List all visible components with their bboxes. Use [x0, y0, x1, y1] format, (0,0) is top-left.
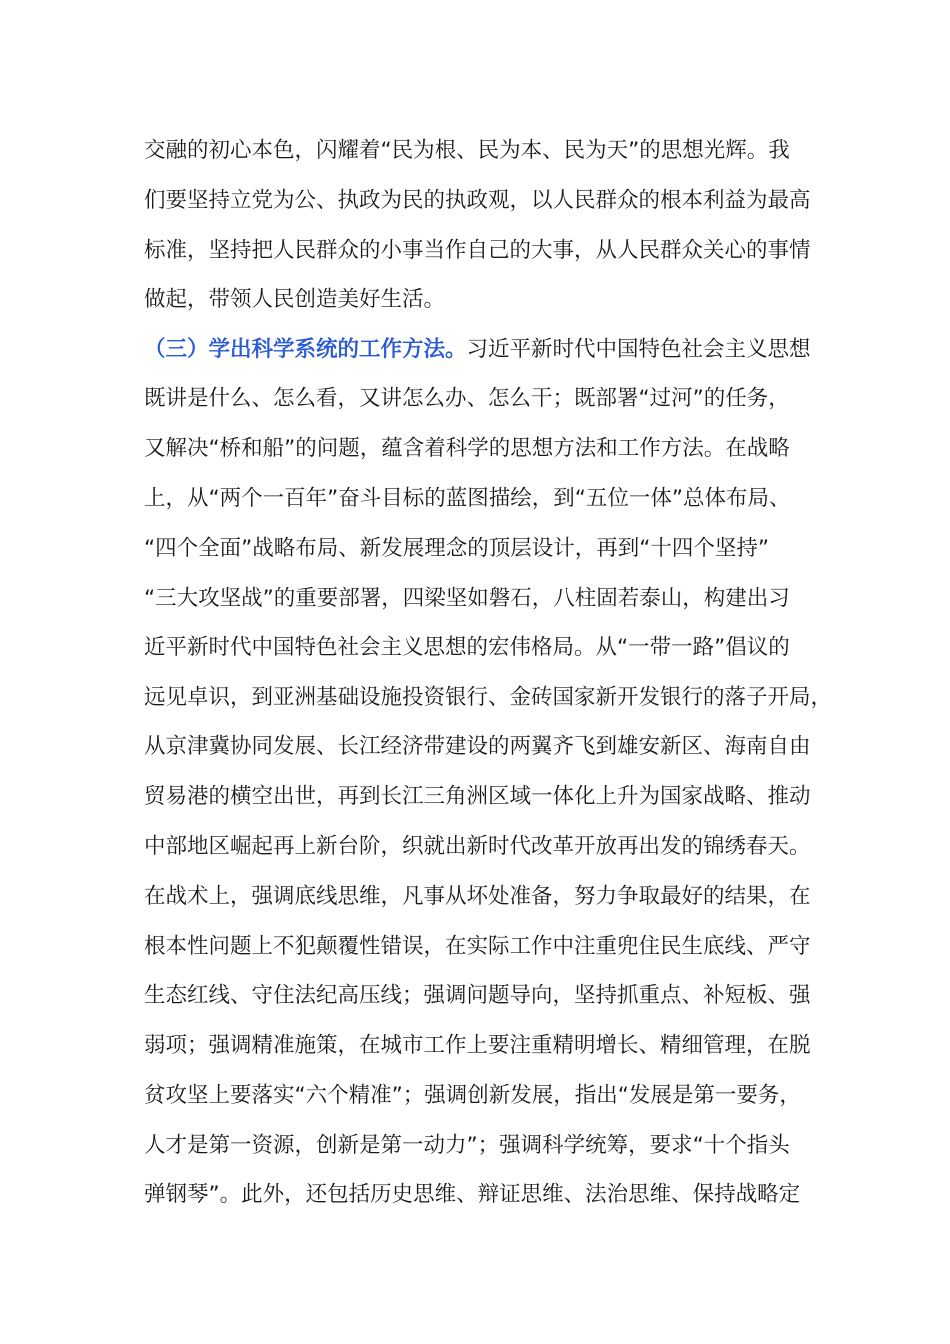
paragraph-line: 弱项；强调精准施策，在城市工作上要注重精明增长、精细管理，在脱	[144, 1033, 811, 1058]
paragraph-line: 上，从“两个一百年”奋斗目标的蓝图描绘，到“五位一体”总体布局、	[144, 486, 791, 511]
paragraph-line: 弹钢琴”。此外，还包括历史思维、辩证思维、法治思维、保持战略定	[144, 1182, 801, 1207]
section-heading-rest: 习近平新时代中国特色社会主义思想	[466, 337, 811, 362]
paragraph-line: 中部地区崛起再上新台阶，织就出新时代改革开放再出发的锦绣春天。	[144, 834, 811, 859]
paragraph-line: 人才是第一资源，创新是第一动力”；强调科学统筹，要求“十个指头	[144, 1133, 790, 1158]
section-heading: （三）学出科学系统的工作方法。	[144, 337, 467, 362]
paragraph-line: 交融的初心本色，闪耀着“民为根、民为本、民为天”的思想光辉。我	[144, 138, 790, 163]
paragraph-line: 生态红线、守住法纪高压线；强调问题导向，坚持抓重点、补短板、强	[144, 983, 811, 1008]
paragraph-line: 标准，坚持把人民群众的小事当作自己的大事，从人民群众关心的事情	[144, 238, 811, 263]
paragraph-line: 在战术上，强调底线思维，凡事从坏处准备，努力争取最好的结果，在	[144, 884, 811, 909]
section-heading-line	[144, 325, 824, 375]
paragraph-line: 从京津冀协同发展、长江经济带建设的两翼齐飞到雄安新区、海南自由	[144, 734, 811, 759]
paragraph-line: 近平新时代中国特色社会主义思想的宏伟格局。从“一带一路”倡议的	[144, 635, 790, 660]
paragraph-line: 远见卓识，到亚洲基础设施投资银行、金砖国家新开发银行的落子开局，	[144, 685, 833, 710]
paragraph-line: 又解决“桥和船”的问题，蕴含着科学的思想方法和工作方法。在战略	[144, 436, 790, 461]
paragraph-line: 做起，带领人民创造美好生活。	[144, 287, 446, 312]
paragraph-line: 贸易港的横空出世，再到长江三角洲区域一体化上升为国家战略、推动	[144, 784, 811, 809]
paragraph-line: 既讲是什么、怎么看，又讲怎么办、怎么干；既部署“过河”的任务，	[144, 386, 790, 411]
paragraph-line: 们要坚持立党为公、执政为民的执政观，以人民群众的根本利益为最高	[144, 188, 811, 213]
paragraph-line: 根本性问题上不犯颠覆性错误，在实际工作中注重兜住民生底线、严守	[144, 934, 811, 959]
paragraph-line: “四个全面”战略布局、新发展理念的顶层设计，再到“十四个坚持”	[144, 536, 770, 561]
paragraph-line: 贫攻坚上要落实“六个精准”；强调创新发展，指出“发展是第一要务，	[144, 1083, 801, 1108]
paragraph-line: “三大攻坚战”的重要部署，四梁坚如磐石，八柱固若泰山，构建出习	[144, 586, 790, 611]
